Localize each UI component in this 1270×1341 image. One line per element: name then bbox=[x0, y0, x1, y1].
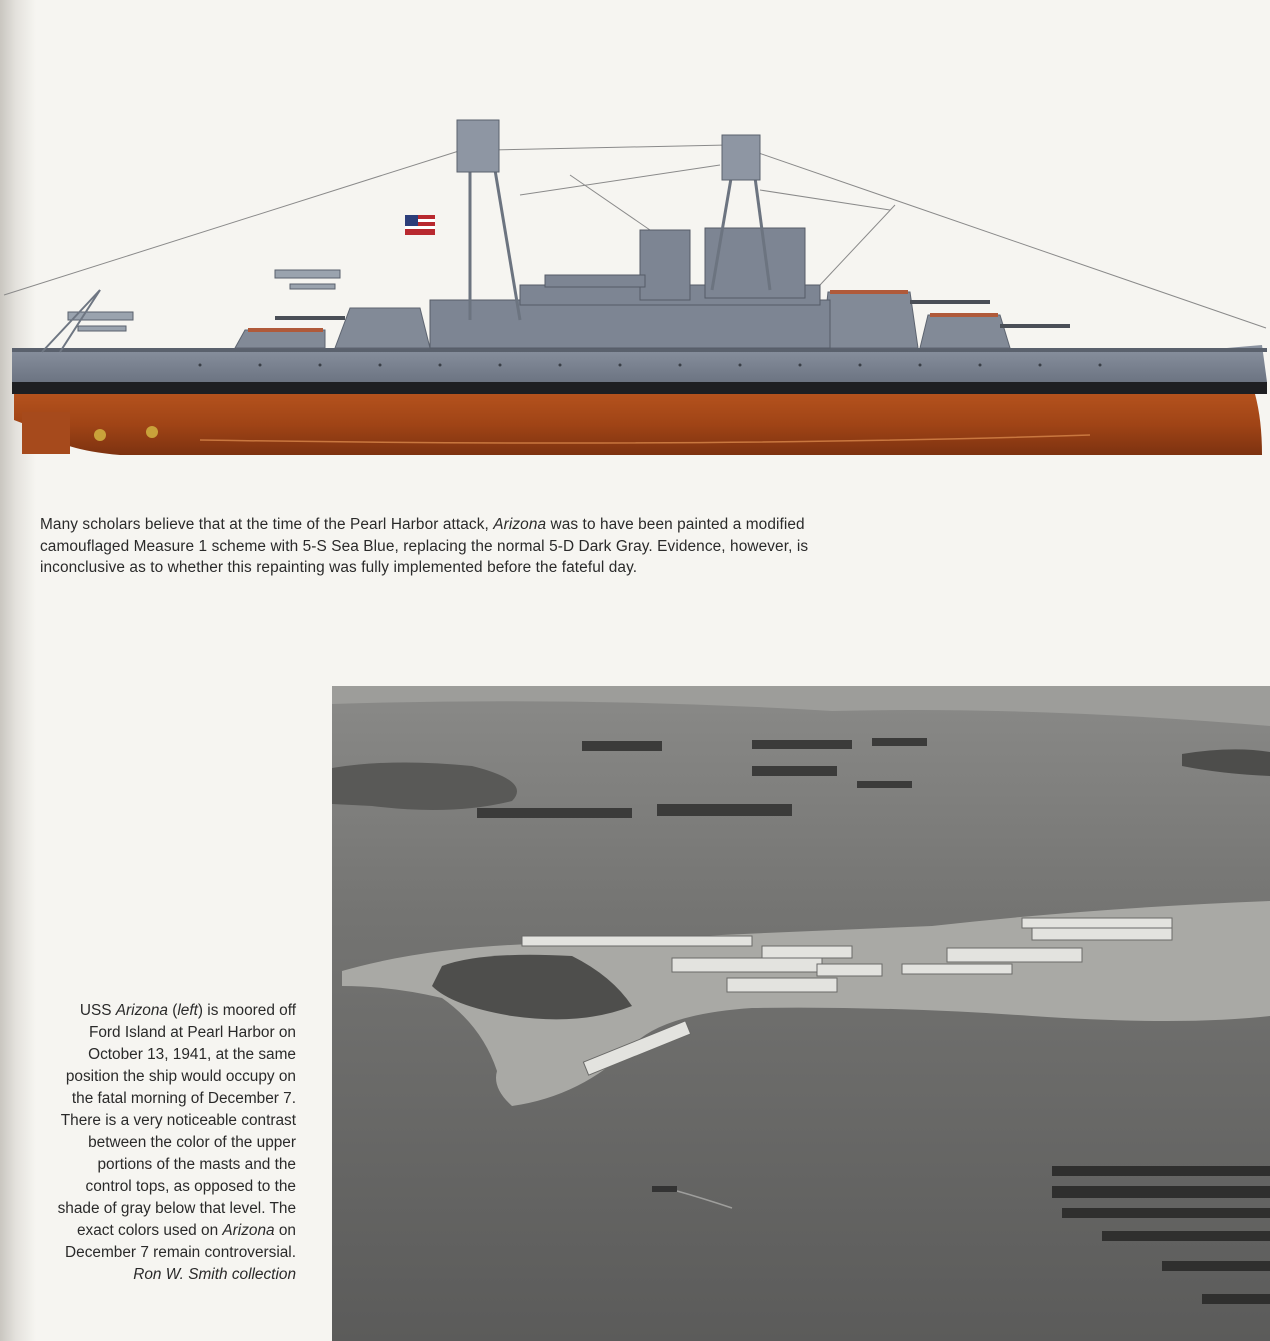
illustration-caption bbox=[40, 514, 870, 579]
battleship-profile-illustration bbox=[0, 90, 1270, 470]
caption-line: There is a very noticeable contrast bbox=[60, 1112, 296, 1129]
flag-icon bbox=[405, 215, 435, 235]
caption-line: December 7 remain controversial. bbox=[65, 1244, 296, 1261]
caption-line: USS Arizona (left) is moored off bbox=[79, 1002, 296, 1019]
caption-line: position the ship would occupy on bbox=[65, 1068, 296, 1085]
caption-line: inconclusive as to whether this repainting was fully implemented before the fateful day. bbox=[40, 559, 638, 576]
caption-line: the fatal morning of December 7. bbox=[71, 1090, 296, 1107]
caption-line: control tops, as opposed to the bbox=[85, 1178, 296, 1195]
aerial-photo-pearl-harbor bbox=[332, 686, 1270, 1341]
caption-line: Many scholars believe that at the time of the Pearl Harbor attack, Arizona was to have been painted a modified bbox=[40, 516, 805, 533]
caption-line: October 13, 1941, at the same bbox=[88, 1046, 296, 1063]
caption-line: camouflaged Measure 1 scheme with 5-S Sea Blue, replacing the normal 5-D Dark Gray. Evidence, however, is bbox=[40, 537, 809, 555]
caption-line: between the color of the upper bbox=[88, 1134, 296, 1151]
caption-line: portions of the masts and the bbox=[97, 1156, 296, 1173]
hull-red-lower bbox=[14, 394, 1262, 455]
floatplanes bbox=[68, 270, 340, 331]
caption-line: exact colors used on Arizona on bbox=[76, 1222, 296, 1239]
caption-line: shade of gray below that level. The bbox=[57, 1200, 296, 1217]
photo-caption bbox=[26, 1000, 296, 1286]
photo-credit: Ron W. Smith collection bbox=[133, 1266, 296, 1283]
caption-line: Ford Island at Pearl Harbor on bbox=[88, 1024, 296, 1041]
